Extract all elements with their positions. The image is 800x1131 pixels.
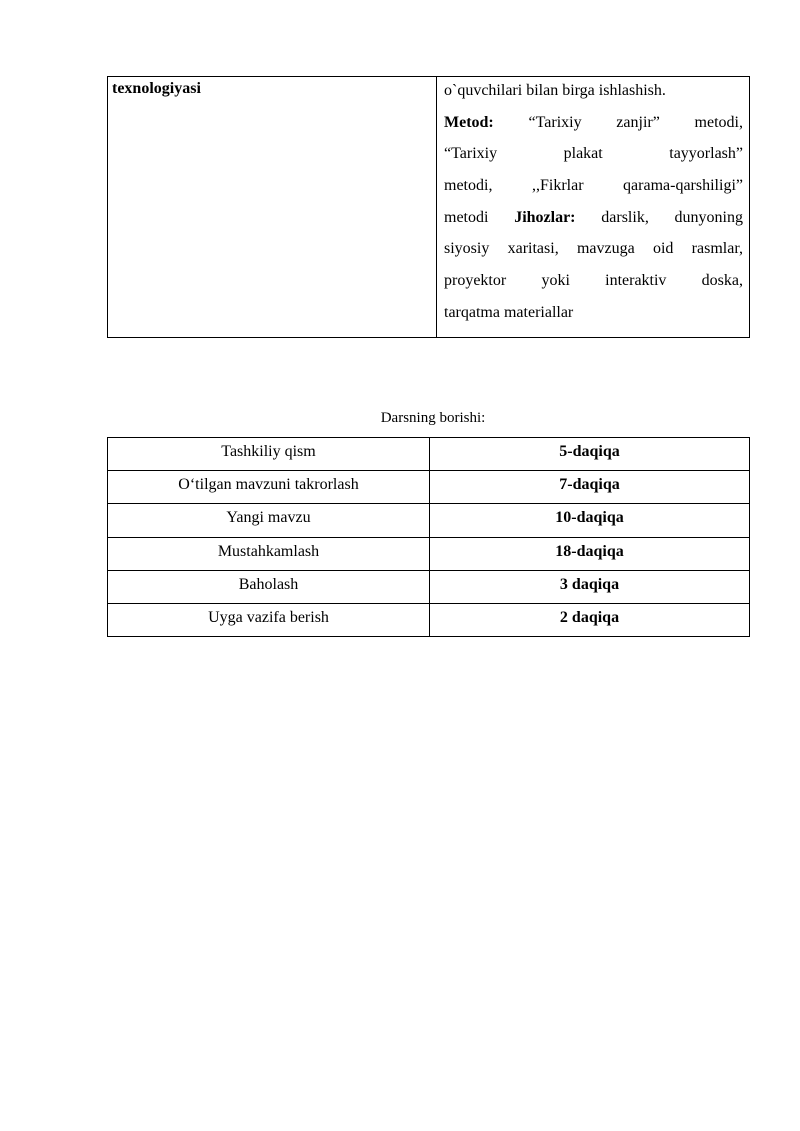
text-line: [444, 206, 743, 238]
technology-label-cell: texnologiyasi: [108, 77, 437, 338]
stage-cell: Uyga vazifa berish: [108, 603, 430, 636]
table-row: [108, 504, 750, 537]
table-row: [108, 603, 750, 636]
text-line: tarqatma materiallar: [444, 303, 574, 321]
stage-cell: Baholash: [108, 570, 430, 603]
duration-cell: 3 daqiqa: [430, 570, 750, 603]
metod-label: Metod:: [444, 113, 494, 131]
methods-text: “Tarixiy zanjir” metodi,: [528, 113, 743, 131]
jihozlar-label: Jihozlar:: [514, 208, 576, 226]
table-row: [108, 438, 750, 471]
equipment-text: darslik, dunyoning: [601, 208, 744, 226]
table-row: [108, 471, 750, 504]
table-row: [108, 77, 750, 338]
schedule-caption: Darsning borishi:: [380, 410, 486, 426]
methods-cell: [437, 77, 750, 338]
duration-cell: 5-daqiqa: [430, 438, 750, 471]
stage-cell: O‘tilgan mavzuni takrorlash: [108, 471, 430, 504]
methods-text: metodi: [444, 208, 489, 226]
stage-cell: Tashkiliy qism: [108, 438, 430, 471]
lesson-schedule-table: [107, 437, 750, 637]
duration-cell: 10-daqiqa: [430, 504, 750, 537]
text-line: [444, 111, 743, 143]
lesson-info-table: [107, 76, 750, 338]
table-row: [108, 537, 750, 570]
text-line: “Tarixiy plakat tayyorlash”: [444, 145, 743, 163]
duration-cell: 2 daqiqa: [430, 603, 750, 636]
duration-cell: 18-daqiqa: [430, 537, 750, 570]
text-line: o`quvchilari bilan birga ishlashish.: [444, 82, 666, 99]
stage-cell: Mustahkamlash: [108, 537, 430, 570]
table-row: [108, 570, 750, 603]
duration-cell: 7-daqiqa: [430, 471, 750, 504]
text-line: siyosiy xaritasi, mavzuga oid rasmlar,: [444, 240, 743, 258]
text-line: proyektor yoki interaktiv doska,: [444, 272, 743, 290]
stage-cell: Yangi mavzu: [108, 504, 430, 537]
text-line: metodi, ,,Fikrlar qarama-qarshiligi”: [444, 177, 743, 195]
